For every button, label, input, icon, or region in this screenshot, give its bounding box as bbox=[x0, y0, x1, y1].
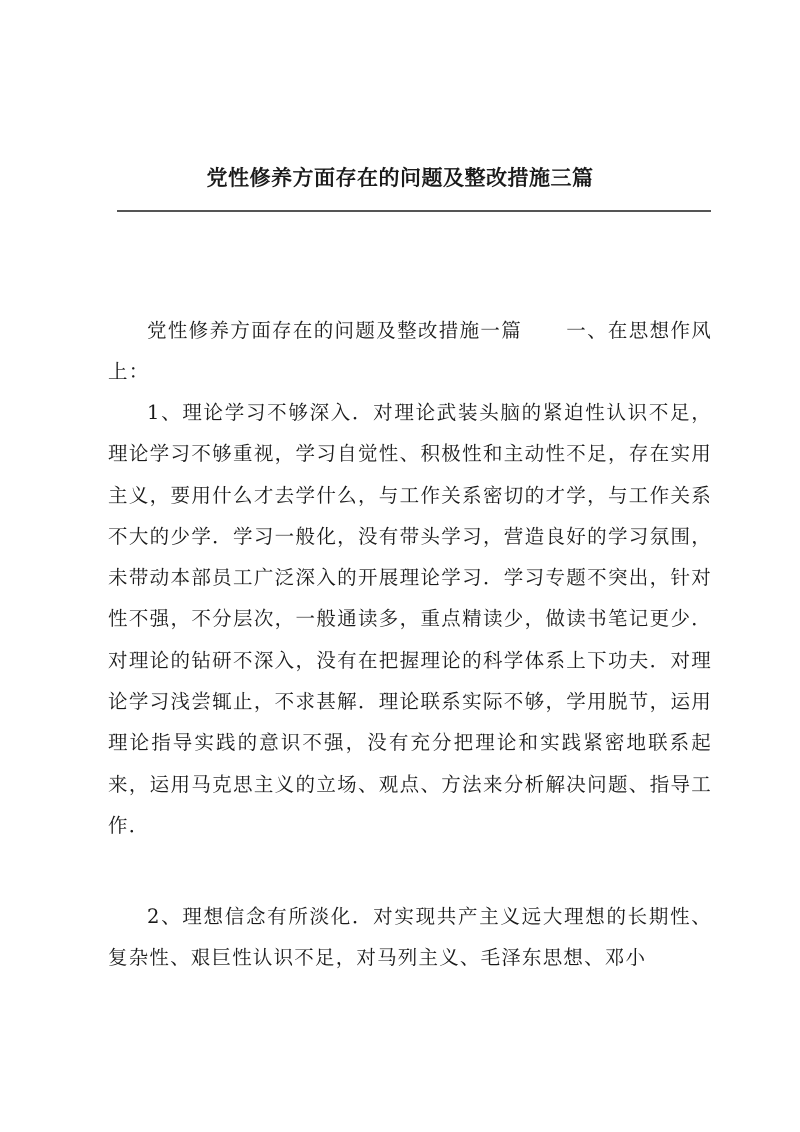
intro-section-heading: 一、在思想作风上： bbox=[108, 319, 712, 384]
paragraph-block-1 bbox=[108, 392, 712, 846]
intro-paragraph bbox=[108, 310, 712, 393]
intro-block bbox=[108, 310, 712, 393]
title-underline bbox=[117, 210, 711, 212]
intro-heading: 党性修养方面存在的问题及整改措施一篇 bbox=[147, 319, 523, 342]
paragraph-block-2 bbox=[108, 896, 712, 979]
body-paragraph-2: 2、理想信念有所淡化．对实现共产主义远大理想的长期性、复杂性、艰巨性认识不足，对马列主义、毛泽东思想、邓小 bbox=[108, 905, 712, 970]
body-paragraph-1: 1、理论学习不够深入．对理论武装头脑的紧迫性认识不足，理论学习不够重视，学习自觉性、积极性和主动性不足，存在实用主义，要用什么才去学什么，与工作关系密切的才学，与工作关系不大的少学．学习一般化，没有带头学习，营造良好的学习氛围，未带动本部员工广泛深入的开展理论学习．学习专题不突出，针对性不强，不分层次，一般通读多，重点精读少，做读书笔记更少．对理论的钻研不深入，没有在把握理论的科学体系上下功夫．对理论学习浅尝辄止，不求甚解．理论联系实际不够，学用脱节，运用理论指导实践的意识不强，没有充分把理论和实践紧密地联系起来，运用马克思主义的立场、观点、方法来分析解决问题、指导工作． bbox=[108, 401, 712, 837]
document-title: 党性修养方面存在的问题及整改措施三篇 bbox=[206, 165, 594, 190]
